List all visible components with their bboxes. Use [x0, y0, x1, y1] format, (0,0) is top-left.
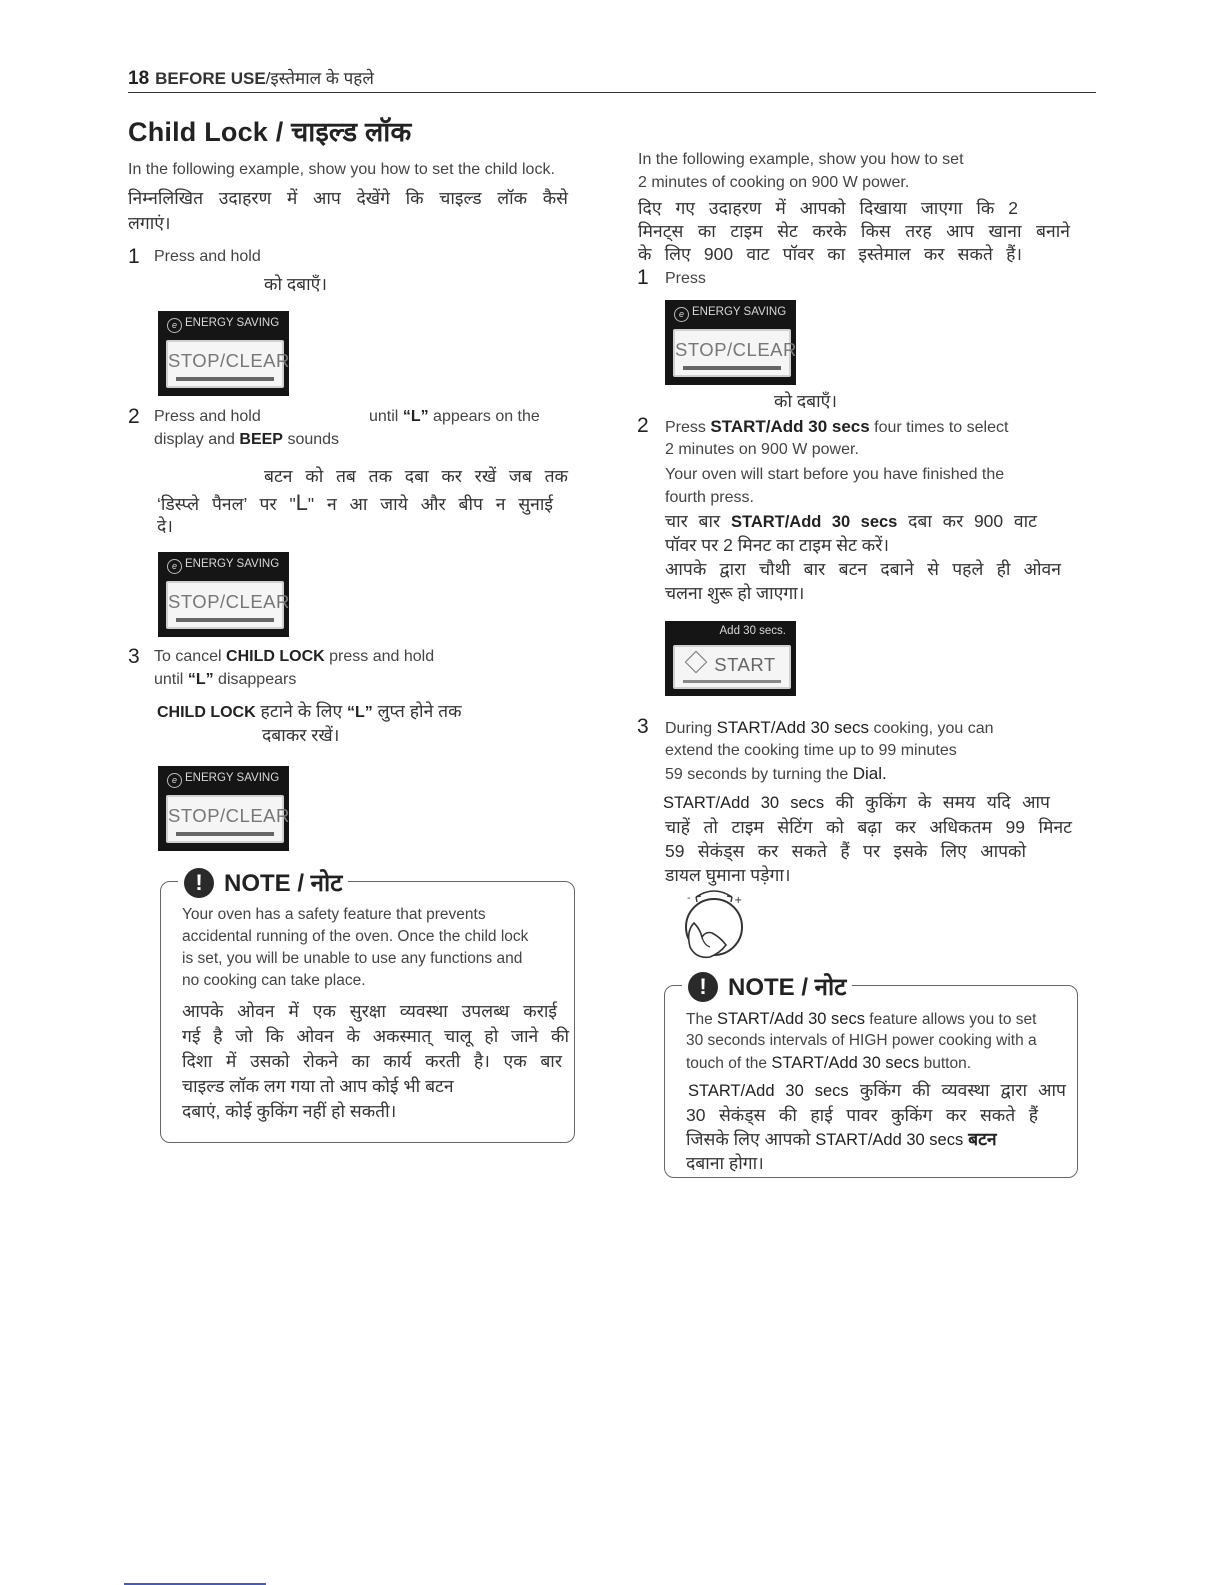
right-step2-number: 2: [637, 414, 649, 437]
add-30-secs-label: Add 30 secs.: [719, 625, 786, 637]
stop-clear-panel-4: [665, 300, 796, 385]
left-note-en-1: Your oven has a safety feature that prevents: [182, 906, 486, 923]
right-intro-hi-3: के लिए 900 वाट पॉवर का इस्तेमाल कर सकते हैं।: [638, 244, 1022, 264]
left-step2-hindi-1: बटन को तब तक दबा कर रखें जब तक: [264, 466, 568, 486]
right-step3-number: 3: [637, 715, 649, 738]
left-step1-hindi: को दबाएँ।: [264, 274, 327, 294]
right-note-hi-4: दबाना होगा।: [686, 1153, 764, 1173]
right-step2-hindi-2: पॉवर पर 2 मिनट का टाइम सेट करें।: [665, 535, 890, 555]
left-note-hi-5: दबाएं, कोई कुकिंग नहीं हो सकती।: [182, 1101, 397, 1121]
left-step3-number: 3: [128, 645, 140, 668]
right-note-hi-3: जिसके लिए आपको START/Add 30 secs बटन: [686, 1129, 997, 1149]
exclamation-icon: !: [688, 972, 718, 1002]
right-step2-hindi-3: आपके द्वारा चौथी बार बटन दबाने से पहले ही ओवन: [665, 559, 1061, 579]
left-note-en-3: is set, you will be unable to use any functions and: [182, 950, 523, 967]
left-step3-hindi-1: CHILD LOCK हटाने के लिए “L” लुप्त होने तक: [157, 701, 462, 721]
right-intro-hi-1: दिए गए उदाहरण में आपको दिखाया जाएगा कि 2: [638, 198, 1018, 218]
stop-clear-button[interactable]: STOP/CLEAR: [166, 340, 284, 388]
right-step2-hindi-4: चलना शुरू हो जाएगा।: [665, 583, 805, 603]
right-step3-hindi-2: चाहें तो टाइम सेटिंग को बढ़ा कर अधिकतम 99 मिनट: [665, 817, 1072, 837]
right-step1-number: 1: [637, 266, 649, 289]
page-number: 18: [128, 68, 150, 89]
energy-saving-label: e ENERGY SAVING: [665, 300, 796, 325]
right-note-hi-2: 30 सेकंड्स की हाई पावर कुकिंग कर सकते हैं: [686, 1105, 1038, 1125]
right-intro-en-2: 2 minutes of cooking on 900 W power.: [638, 174, 910, 191]
right-intro-en-1: In the following example, show you how to set: [638, 151, 964, 168]
dial-hand-icon: [676, 887, 752, 965]
left-step2-hindi-3: दे।: [157, 516, 173, 536]
section-title: BEFORE USE: [155, 69, 266, 88]
left-step1-number: 1: [128, 245, 140, 268]
svg-text:+: +: [734, 895, 743, 906]
right-step2-hindi-1: चार बार START/Add 30 secs दबा कर 900 वाट: [665, 511, 1037, 531]
left-note-header: [178, 866, 348, 899]
left-note-hi-4: चाइल्ड लॉक लग गया तो आप कोई भी बटन: [182, 1076, 454, 1096]
right-step3-text-c: 59 seconds by turning the Dial.: [665, 764, 887, 783]
exclamation-icon: !: [184, 868, 214, 898]
left-step2-text-b: until “L” appears on the: [369, 408, 540, 425]
left-step2-text-a: Press and hold: [154, 408, 261, 425]
stop-clear-button[interactable]: STOP/CLEAR: [166, 581, 284, 629]
page-header: [128, 66, 1096, 93]
energy-saving-icon: e: [167, 559, 182, 574]
energy-saving-icon: e: [674, 307, 689, 322]
left-note-hi-2: गई है जो कि ओवन के अकस्मात् चालू हो जाने की: [182, 1026, 569, 1046]
right-step3-hindi-4: डायल घुमाना पड़ेगा।: [665, 865, 791, 885]
left-note-hi-3: दिशा में उसको रोकने का कार्य करती है। एक बार: [182, 1051, 562, 1071]
energy-saving-label: e ENERGY SAVING: [158, 311, 289, 336]
left-step3-text-a: To cancel CHILD LOCK press and hold: [154, 648, 435, 665]
left-note-en-4: no cooking can take place.: [182, 972, 366, 989]
start-button[interactable]: START: [673, 645, 791, 689]
right-step3-text-b: extend the cooking time up to 99 minutes: [665, 742, 957, 759]
energy-saving-label: e ENERGY SAVING: [158, 766, 289, 791]
left-note-en-2: accidental running of the oven. Once the child lock: [182, 928, 529, 945]
stop-clear-button[interactable]: STOP/CLEAR: [673, 329, 791, 377]
right-note-en-3: touch of the START/Add 30 secs button.: [686, 1054, 971, 1072]
stop-clear-button[interactable]: STOP/CLEAR: [166, 795, 284, 843]
energy-saving-icon: e: [167, 773, 182, 788]
right-note-hi-1: START/Add 30 secs कुकिंग की व्यवस्था द्वारा आप: [688, 1080, 1066, 1100]
start-icon: [685, 651, 708, 674]
right-note-en-2: 30 seconds intervals of HIGH power cooking with a: [686, 1032, 1037, 1049]
stop-clear-panel-3: [158, 766, 289, 851]
right-step2-text-d: fourth press.: [665, 489, 754, 506]
left-intro-hi-1: निम्नलिखित उदाहरण में आप देखेंगे कि चाइल्ड लॉक कैसे: [128, 188, 568, 208]
right-step1-hindi: को दबाएँ।: [774, 391, 837, 411]
left-note-hi-1: आपके ओवन में एक सुरक्षा व्यवस्था उपलब्ध कराई: [182, 1001, 557, 1021]
right-step1-text: Press: [665, 270, 706, 287]
note-title: NOTE / नोट: [224, 870, 343, 897]
right-step2-text-b: 2 minutes on 900 W power.: [665, 441, 859, 458]
left-step1-text: Press and hold: [154, 248, 261, 265]
right-step3-hindi-1: START/Add 30 secs की कुकिंग के समय यदि आप: [663, 792, 1050, 812]
right-step2-text-a: Press START/Add 30 secs four times to select: [665, 417, 1009, 436]
left-step3-hindi-2: दबाकर रखें।: [262, 725, 340, 745]
left-step2-text-c: display and BEEP sounds: [154, 431, 340, 448]
energy-saving-icon: e: [167, 318, 182, 333]
right-step3-text-a: During START/Add 30 secs cooking, you can: [665, 718, 994, 737]
section-title-hindi: /इस्तेमाल के पहले: [265, 69, 374, 88]
stop-clear-panel-2: [158, 552, 289, 637]
stop-clear-panel-1: [158, 311, 289, 396]
left-step2-number: 2: [128, 405, 140, 428]
left-step2-hindi-2: ‘डिस्प्ले पैनल’ पर "L" न आ जाये और बीप न सुनाई: [157, 490, 553, 515]
left-step3-text-b: until “L” disappears: [154, 671, 297, 688]
right-intro-hi-2: मिनट्स का टाइम सेट करके किस तरह आप खाना बनाने: [638, 221, 1070, 241]
start-panel: [665, 621, 796, 696]
right-step3-hindi-3: 59 सेकंड्स कर सकते हैं पर इसके लिए आपको: [665, 841, 1026, 861]
right-note-header: [682, 970, 852, 1003]
left-intro-en: In the following example, show you how to set the child lock.: [128, 161, 555, 178]
svg-text:-: -: [687, 893, 691, 904]
right-step2-text-c: Your oven will start before you have finished the: [665, 466, 1005, 483]
note-title: NOTE / नोट: [728, 974, 847, 1001]
left-intro-hi-2: लगाएं।: [128, 213, 171, 233]
right-note-en-1: The START/Add 30 secs feature allows you to set: [686, 1010, 1037, 1028]
energy-saving-label: e ENERGY SAVING: [158, 552, 289, 577]
page-title: Child Lock / चाइल्ड लॉक: [128, 117, 412, 147]
